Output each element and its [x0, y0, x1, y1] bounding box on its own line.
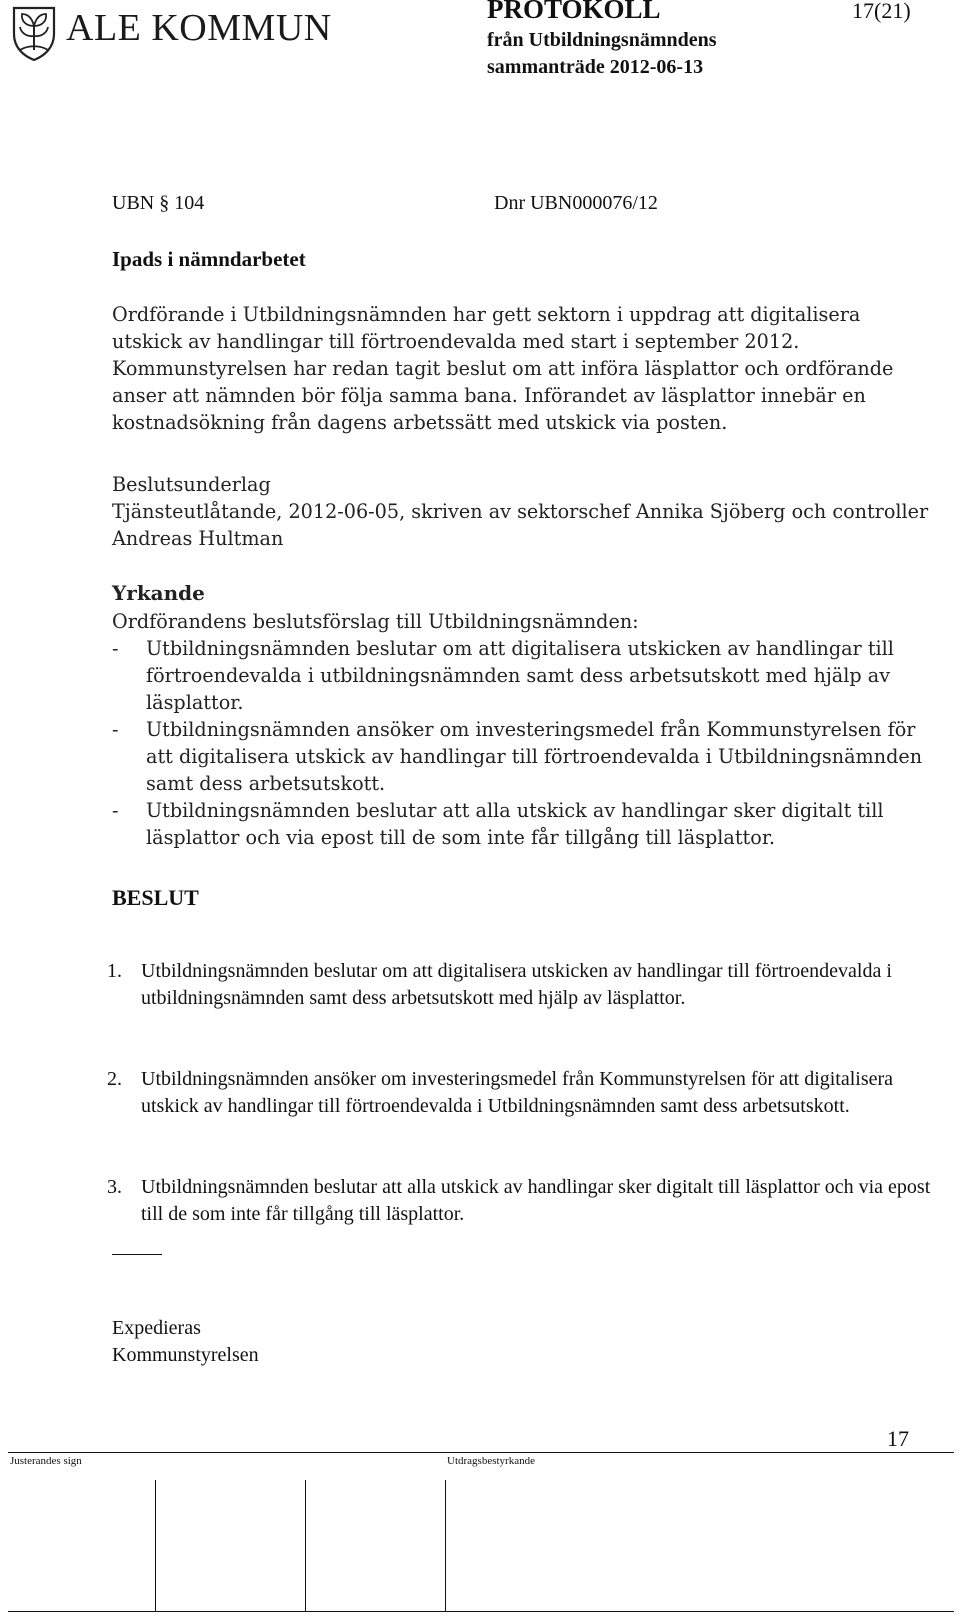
decision-number: 2.	[107, 1068, 122, 1090]
page-number: 17	[887, 1426, 909, 1451]
decision-text: Utbildningsnämnden ansöker om investeringsmedel från Kommunstyrelsen för att digitalisera utskick av handlingar till förtroendevalda i Utbildningsnämnden samt dess arbetsutskott.	[141, 1068, 894, 1117]
header-subtitle-1: från Utbildningsnämndens	[487, 29, 717, 51]
extract-label: Utdragsbestyrkande	[447, 1455, 535, 1467]
proposal-heading: Yrkande	[112, 581, 205, 605]
page-title: Ipads i nämndarbetet	[112, 247, 306, 271]
decision-item	[107, 1174, 937, 1228]
decision-item	[107, 1066, 937, 1120]
dispatch-label: Expedieras	[112, 1317, 201, 1339]
list-marker: -	[112, 637, 119, 660]
list-marker: -	[112, 718, 119, 741]
municipality-name: ALE KOMMUN	[66, 7, 332, 49]
list-item-text: Utbildningsnämnden beslutar om att digitalisera utskicken av handlingar till förtroendevalda i utbildningsnämnden samt dess arbetsutskott med hjälp av läsplattor.	[146, 637, 894, 714]
footer-bottom-line	[8, 1611, 954, 1612]
intro-paragraph: Ordförande i Utbildningsnämnden har gett sektorn i uppdrag att digitalisera utskick av handlingar till förtroendevalda med start i september 2012. Kommunstyrelsen har redan tagit beslut om att införa läsplattor och ordförande anser att nämnden bör följa samma bana. Införandet av läsplattor innebär en kostnadsökning från dagens arbetssätt med utskick via posten.	[112, 303, 894, 434]
header-subtitle-2: sammanträde 2012-06-13	[487, 56, 704, 78]
list-marker: -	[112, 799, 119, 822]
case-reference: Dnr UBN000076/12	[494, 192, 658, 214]
decision-heading: BESLUT	[112, 885, 199, 910]
list-item	[112, 635, 932, 716]
page-of-count: 17(21)	[852, 0, 911, 23]
dispatch-recipient: Kommunstyrelsen	[112, 1344, 259, 1366]
board-paragraph-number: UBN § 104	[112, 192, 205, 214]
basis-text: Tjänsteutlåtande, 2012-06-05, skriven av sektorschef Annika Sjöberg och controller Andreas Hultman	[112, 500, 929, 550]
proposal-intro: Ordförandens beslutsförslag till Utbildningsnämnden:	[112, 610, 639, 633]
decision-number: 3.	[107, 1176, 122, 1198]
basis-label: Beslutsunderlag	[112, 473, 271, 496]
footer-divider	[8, 1452, 954, 1453]
signature-box-divider	[305, 1480, 306, 1612]
signature-label: Justerandes sign	[10, 1455, 82, 1467]
decision-number: 1.	[107, 960, 122, 982]
list-item-text: Utbildningsnämnden beslutar att alla utskick av handlingar sker digitalt till läsplattor och via epost till de som inte får tillgång till läsplattor.	[146, 799, 884, 849]
decision-text: Utbildningsnämnden beslutar om att digitalisera utskicken av handlingar till förtroendevalda i utbildningsnämnden samt dess arbetsutskott med hjälp av läsplattor.	[141, 960, 892, 1009]
list-item	[112, 797, 932, 851]
list-item	[112, 716, 932, 797]
decision-text: Utbildningsnämnden beslutar att alla utskick av handlingar sker digitalt till läsplattor och via epost till de som inte får tillgång till läsplattor.	[141, 1176, 931, 1225]
document-type: PROTOKOLL	[487, 0, 661, 24]
signature-box-divider	[155, 1480, 156, 1612]
tree-crest-icon	[10, 4, 58, 62]
signature-box-divider	[445, 1480, 446, 1612]
decision-item	[107, 958, 937, 1012]
list-item-text: Utbildningsnämnden ansöker om investeringsmedel från Kommunstyrelsen för att digitalisera utskick av handlingar till förtroendevalda i Utbildningsnämnden samt dess arbetsutskott.	[146, 718, 923, 795]
end-rule	[112, 1254, 162, 1255]
